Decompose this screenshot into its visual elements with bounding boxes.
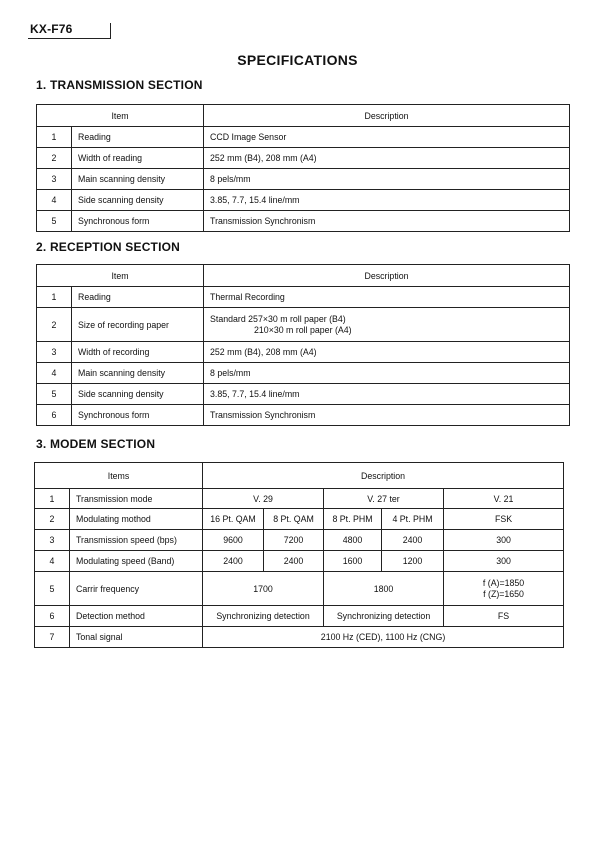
cell-value: 7200 bbox=[264, 530, 324, 551]
table-row bbox=[37, 363, 570, 384]
row-item: Side scanning density bbox=[72, 190, 204, 211]
model-tick bbox=[110, 23, 111, 39]
table-row bbox=[37, 211, 570, 232]
row-number: 2 bbox=[37, 148, 72, 169]
row-number: 1 bbox=[37, 287, 72, 308]
detection-v29: Synchronizing detection bbox=[203, 606, 324, 627]
cell-value: 8 Pt. QAM bbox=[264, 509, 324, 530]
table-row bbox=[35, 530, 564, 551]
row-desc: 3.85, 7.7, 15.4 line/mm bbox=[204, 384, 570, 405]
mode-v29: V. 29 bbox=[203, 489, 324, 509]
model-underline bbox=[28, 38, 110, 39]
cell-value: 300 bbox=[444, 551, 564, 572]
paper-size-a4: 210×30 m roll paper (A4) bbox=[254, 324, 352, 335]
row-item: Reading bbox=[72, 127, 204, 148]
cell-value: 2400 bbox=[264, 551, 324, 572]
reception-heading: 2. RECEPTION SECTION bbox=[36, 240, 181, 254]
row-desc bbox=[204, 308, 570, 342]
table-row bbox=[37, 342, 570, 363]
cell-value: 8 Pt. PHM bbox=[324, 509, 382, 530]
mode-v21: V. 21 bbox=[444, 489, 564, 509]
carrier-v29: 1700 bbox=[203, 572, 324, 606]
row-number: 5 bbox=[37, 384, 72, 405]
table-row bbox=[35, 572, 564, 606]
table-header-row bbox=[37, 105, 570, 127]
row-number: 1 bbox=[35, 489, 70, 509]
transmission-heading: 1. TRANSMISSION SECTION bbox=[36, 78, 203, 92]
row-number: 4 bbox=[37, 363, 72, 384]
cell-value: FSK bbox=[444, 509, 564, 530]
col-items-header: Items bbox=[35, 463, 203, 489]
table-header-row bbox=[37, 265, 570, 287]
model-number: KX-F76 bbox=[30, 22, 73, 36]
carrier-v21 bbox=[444, 572, 564, 606]
row-item: Tonal signal bbox=[70, 627, 203, 648]
row-item: Width of recording bbox=[72, 342, 204, 363]
detection-v27ter: Synchronizing detection bbox=[324, 606, 444, 627]
row-item: Detection method bbox=[70, 606, 203, 627]
mode-v27ter: V. 27 ter bbox=[324, 489, 444, 509]
row-number: 7 bbox=[35, 627, 70, 648]
table-row bbox=[37, 308, 570, 342]
table-row bbox=[37, 384, 570, 405]
row-desc: 252 mm (B4), 208 mm (A4) bbox=[204, 342, 570, 363]
table-row bbox=[35, 606, 564, 627]
row-desc: Transmission Synchronism bbox=[204, 405, 570, 426]
col-desc-header: Description bbox=[203, 463, 564, 489]
row-item: Main scanning density bbox=[72, 363, 204, 384]
row-number: 1 bbox=[37, 127, 72, 148]
cell-value: 4 Pt. PHM bbox=[382, 509, 444, 530]
table-row bbox=[37, 148, 570, 169]
row-item: Size of recording paper bbox=[72, 308, 204, 342]
row-number: 5 bbox=[35, 572, 70, 606]
cell-value: 1600 bbox=[324, 551, 382, 572]
row-item: Transmission speed (bps) bbox=[70, 530, 203, 551]
row-item: Modulating speed (Band) bbox=[70, 551, 203, 572]
row-item: Synchronous form bbox=[72, 405, 204, 426]
row-desc: Transmission Synchronism bbox=[204, 211, 570, 232]
transmission-table bbox=[36, 104, 570, 232]
carrier-v27ter: 1800 bbox=[324, 572, 444, 606]
col-item-header: Item bbox=[37, 105, 204, 127]
tonal-signal-value: 2100 Hz (CED), 1100 Hz (CNG) bbox=[203, 627, 564, 648]
col-desc-header: Description bbox=[204, 265, 570, 287]
table-row bbox=[37, 169, 570, 190]
cell-value: 1200 bbox=[382, 551, 444, 572]
row-item: Modulating mothod bbox=[70, 509, 203, 530]
cell-value: 300 bbox=[444, 530, 564, 551]
paper-size-b4: Standard 257×30 m roll paper (B4) bbox=[210, 313, 346, 324]
table-row bbox=[37, 405, 570, 426]
cell-value: 16 Pt. QAM bbox=[203, 509, 264, 530]
table-header-row bbox=[35, 463, 564, 489]
row-number: 3 bbox=[35, 530, 70, 551]
row-item: Main scanning density bbox=[72, 169, 204, 190]
table-row bbox=[35, 509, 564, 530]
table-row bbox=[37, 287, 570, 308]
row-item: Transmission mode bbox=[70, 489, 203, 509]
table-row bbox=[37, 127, 570, 148]
row-number: 3 bbox=[37, 169, 72, 190]
row-number: 3 bbox=[37, 342, 72, 363]
row-desc: 252 mm (B4), 208 mm (A4) bbox=[204, 148, 570, 169]
col-desc-header: Description bbox=[204, 105, 570, 127]
table-row bbox=[35, 489, 564, 509]
row-number: 4 bbox=[37, 190, 72, 211]
table-row bbox=[35, 627, 564, 648]
page-title: SPECIFICATIONS bbox=[237, 52, 358, 68]
row-number: 5 bbox=[37, 211, 72, 232]
row-desc: 8 pels/mm bbox=[204, 169, 570, 190]
detection-v21: FS bbox=[444, 606, 564, 627]
cell-value: 9600 bbox=[203, 530, 264, 551]
table-row bbox=[37, 190, 570, 211]
col-item-header: Item bbox=[37, 265, 204, 287]
row-number: 4 bbox=[35, 551, 70, 572]
table-row bbox=[35, 551, 564, 572]
cell-value: 4800 bbox=[324, 530, 382, 551]
row-number: 2 bbox=[37, 308, 72, 342]
cell-value: 2400 bbox=[203, 551, 264, 572]
row-item: Synchronous form bbox=[72, 211, 204, 232]
row-desc: 3.85, 7.7, 15.4 line/mm bbox=[204, 190, 570, 211]
row-number: 2 bbox=[35, 509, 70, 530]
row-desc: Thermal Recording bbox=[204, 287, 570, 308]
cell-value: 2400 bbox=[382, 530, 444, 551]
carrier-fa: f (A)=1850 bbox=[482, 577, 525, 588]
row-desc: 8 pels/mm bbox=[204, 363, 570, 384]
row-desc: CCD Image Sensor bbox=[204, 127, 570, 148]
reception-table bbox=[36, 264, 570, 426]
row-number: 6 bbox=[37, 405, 72, 426]
row-number: 6 bbox=[35, 606, 70, 627]
row-item: Carrir frequency bbox=[70, 572, 203, 606]
row-item: Reading bbox=[72, 287, 204, 308]
carrier-fz: f (Z)=1650 bbox=[483, 588, 524, 599]
modem-table bbox=[34, 462, 564, 648]
row-item: Width of reading bbox=[72, 148, 204, 169]
row-item: Side scanning density bbox=[72, 384, 204, 405]
modem-heading: 3. MODEM SECTION bbox=[36, 437, 156, 451]
